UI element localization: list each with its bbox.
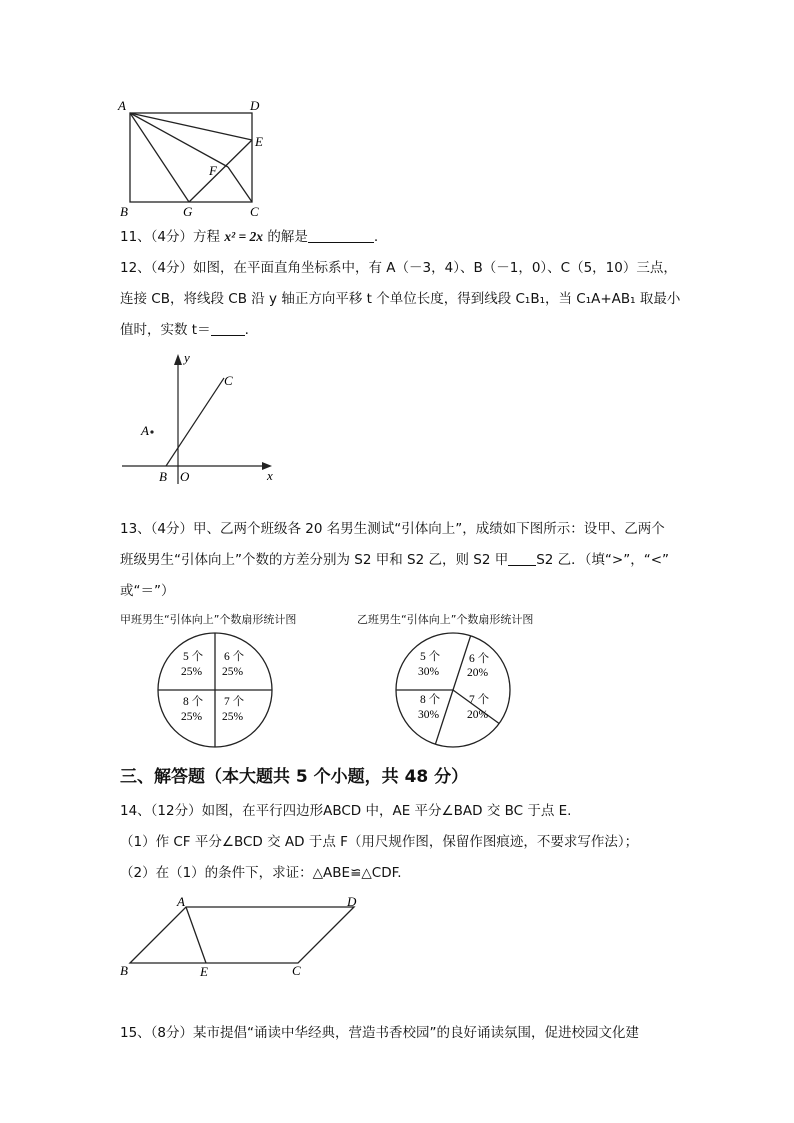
section-heading: 三、解答题（本大题共 5 个小题，共 48 分） bbox=[120, 767, 469, 787]
pie-b-pct-6: 20% bbox=[467, 667, 489, 679]
q12-line3-end: . bbox=[244, 322, 249, 338]
pie-chart-class-a bbox=[152, 630, 278, 750]
q12-line2: 连接 CB，将线段 CB 沿 y 轴正方向平移 t 个单位长度，得到线段 C₁B₁，当 C₁A+AB₁ 取最小 bbox=[120, 291, 681, 307]
q15-line1: 15、（8分）某市提倡“诵读中华经典，营造书香校园”的良好诵读氛围，促进校园文化建 bbox=[120, 1025, 640, 1041]
label-x: x bbox=[267, 468, 273, 483]
pie-chart-title-class-b: 乙班男生“引体向上”个数扇形统计图 bbox=[357, 613, 534, 626]
pie-a-pct-7: 25% bbox=[222, 711, 244, 723]
pie-b-label-8: 8 个 bbox=[420, 694, 441, 706]
q12-line1: 12、（4分）如图，在平面直角坐标系中，有 A（－3，4）、B（－1，0）、C（5，10）三点， bbox=[120, 260, 677, 276]
answer-blank-13[interactable] bbox=[508, 551, 536, 566]
q13-line2 bbox=[120, 551, 669, 569]
pie-b-label-7: 7 个 bbox=[469, 694, 490, 706]
label-G: G bbox=[183, 204, 193, 219]
parallelogram-abcd bbox=[130, 907, 354, 963]
pie-chart-title-class-a: 甲班男生“引体向上”个数扇形统计图 bbox=[120, 613, 297, 626]
q12-line3-text: 值时，实数 t＝ bbox=[120, 322, 211, 338]
point-a bbox=[150, 430, 153, 433]
answer-blank-11[interactable] bbox=[308, 228, 374, 243]
label-D: D bbox=[347, 894, 357, 909]
parallelogram-figure bbox=[115, 890, 375, 980]
q11-equation: x² = 2x bbox=[224, 229, 264, 244]
segment-ae bbox=[186, 907, 206, 963]
q11-number: 11、（4分）方程 bbox=[120, 229, 225, 245]
answer-blank-12[interactable] bbox=[211, 321, 245, 336]
pie-a-pct-6: 25% bbox=[222, 666, 244, 678]
pie-a-label-8: 8 个 bbox=[183, 696, 204, 708]
segment-cb bbox=[166, 378, 224, 466]
label-y: y bbox=[184, 350, 190, 365]
q14-line3: （2）在（1）的条件下，求证：△ABE≌△CDF. bbox=[120, 865, 402, 881]
pie-b-label-5: 5 个 bbox=[420, 651, 441, 663]
pie-b-pct-5: 30% bbox=[418, 666, 440, 678]
q14-line2: （1）作 CF 平分∠BCD 交 AD 于点 F（用尺规作图，保留作图痕迹，不要求写作法）； bbox=[120, 834, 639, 850]
label-E: E bbox=[255, 134, 263, 149]
label-B: B bbox=[120, 204, 128, 219]
label-E: E bbox=[200, 964, 208, 979]
label-F: F bbox=[209, 163, 217, 178]
label-C: C bbox=[224, 373, 233, 388]
segment-eg bbox=[189, 140, 252, 202]
pie-chart-class-b bbox=[390, 630, 516, 750]
pie-a-label-6: 6 个 bbox=[224, 651, 245, 663]
label-C: C bbox=[250, 204, 259, 219]
label-D: D bbox=[250, 98, 260, 113]
segment-fc bbox=[228, 167, 252, 202]
pie-b-pct-7: 20% bbox=[467, 709, 489, 721]
label-A: A bbox=[118, 98, 126, 113]
label-O: O bbox=[180, 469, 190, 484]
pie-b-pct-8: 30% bbox=[418, 709, 440, 721]
rectangle-figure bbox=[110, 94, 280, 220]
segment-ae bbox=[130, 113, 252, 140]
label-C: C bbox=[292, 963, 301, 978]
pie-b-label-6: 6 个 bbox=[469, 653, 490, 665]
coordinate-figure bbox=[112, 346, 292, 484]
pie-a-slices bbox=[158, 633, 272, 747]
label-A: A bbox=[177, 894, 185, 909]
label-B: B bbox=[120, 963, 128, 978]
segment-af bbox=[130, 113, 228, 167]
pie-b-slices bbox=[396, 633, 510, 747]
label-A: A bbox=[141, 423, 149, 438]
q11-text: 的解是 bbox=[263, 229, 308, 245]
pie-a-label-7: 7 个 bbox=[224, 696, 245, 708]
question-11 bbox=[120, 228, 378, 246]
y-axis-arrow bbox=[174, 354, 182, 365]
pie-a-pct-5: 25% bbox=[181, 666, 203, 678]
q13-line2-end: S2 乙．（填“>”，“<” bbox=[536, 552, 670, 568]
q11-end: . bbox=[373, 229, 379, 245]
label-B: B bbox=[159, 469, 167, 484]
q13-line1: 13、（4分）甲、乙两个班级各 20 名男生测试“引体向上”，成绩如下图所示：设甲、乙两个 bbox=[120, 521, 665, 537]
q14-line1: 14、（12分）如图，在平行四边形ABCD 中，AE 平分∠BAD 交 BC 于点 E. bbox=[120, 803, 572, 819]
pie-a-label-5: 5 个 bbox=[183, 651, 204, 663]
q12-line3 bbox=[120, 321, 249, 339]
segment-ag bbox=[130, 113, 189, 202]
pie-b-slice-boundary-0 bbox=[453, 636, 471, 690]
pie-a-pct-8: 25% bbox=[181, 711, 203, 723]
q13-line2-text: 班级男生“引体向上”个数的方差分别为 S2 甲和 S2 乙，则 S2 甲 bbox=[120, 552, 509, 568]
q13-line3: 或“＝”） bbox=[120, 583, 175, 599]
